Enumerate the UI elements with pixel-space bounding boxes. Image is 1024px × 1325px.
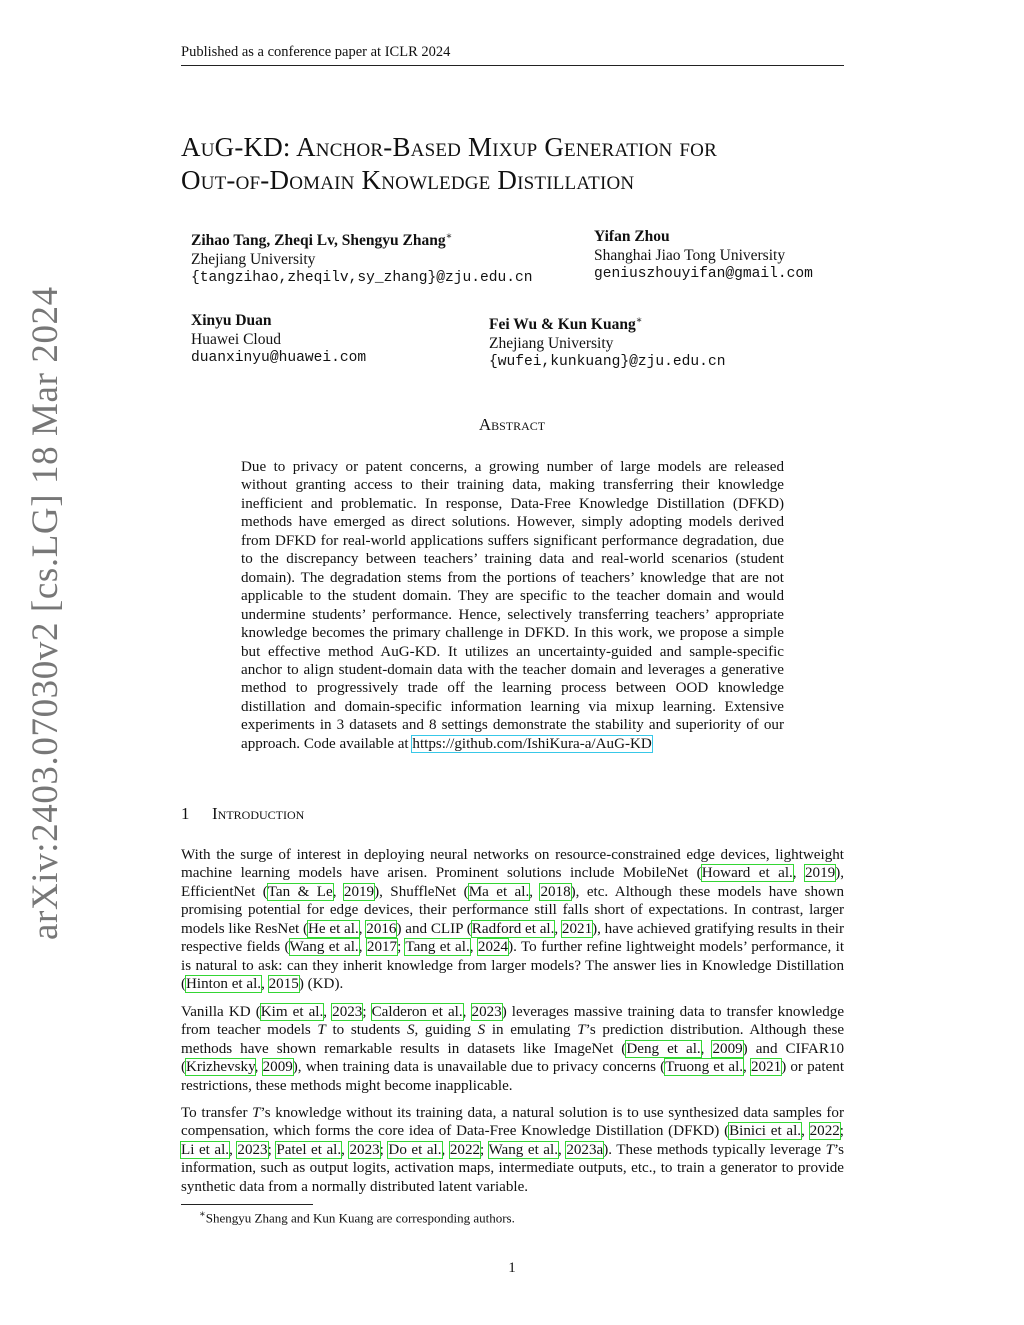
arxiv-sidebar-stamp: arXiv:2403.07030v2 [cs.LG] 18 Mar 2024 bbox=[25, 286, 66, 940]
citation-link[interactable]: 2023a bbox=[566, 1141, 604, 1158]
title-line-1: AuG-KD: Anchor-Based Mixup Generation for bbox=[181, 132, 717, 162]
abstract-body bbox=[241, 458, 784, 753]
citation-link[interactable]: Deng et al. bbox=[626, 1040, 701, 1057]
author-block-4: Fei Wu & Kun Kuang∗ Zhejiang University {wufei,kunkuang}@zju.edu.cn bbox=[489, 315, 726, 371]
author-email[interactable]: {tangzihao,zheqilv,sy_zhang}@zju.edu.cn bbox=[191, 270, 533, 287]
author-block-1: Zihao Tang, Zheqi Lv, Shengyu Zhang∗ Zhejiang University {tangzihao,zheqilv,sy_zhang}@zju.edu.cn bbox=[191, 231, 533, 287]
author-block-3 bbox=[191, 312, 366, 368]
section-number: 1 bbox=[181, 804, 190, 823]
section-heading bbox=[181, 804, 304, 824]
citation-link[interactable]: Tan & Le bbox=[267, 883, 333, 900]
citation-link[interactable]: 2019 bbox=[343, 883, 375, 900]
citation-link[interactable]: 2017 bbox=[366, 939, 398, 956]
citation-link[interactable]: 2024 bbox=[477, 939, 509, 956]
citation-link[interactable]: Hinton et al. bbox=[186, 976, 262, 993]
citation-link[interactable]: Wang et al. bbox=[488, 1141, 558, 1158]
author-affiliation: Zhejiang University bbox=[191, 250, 316, 268]
author-email[interactable]: duanxinyu@huawei.com bbox=[191, 350, 367, 366]
citation-link[interactable]: Binici et al. bbox=[729, 1123, 802, 1140]
author-name: Zihao Tang, Zheqi Lv, Shengyu Zhang bbox=[191, 232, 446, 250]
citation-link[interactable]: 2009 bbox=[262, 1059, 293, 1076]
page-number: 1 bbox=[508, 1260, 516, 1276]
citation-link[interactable]: He et al. bbox=[308, 920, 359, 937]
citation-link[interactable]: Patel et al. bbox=[276, 1141, 342, 1158]
paper-title bbox=[181, 131, 881, 197]
citation-link[interactable]: Tang et al. bbox=[405, 939, 470, 956]
author-affiliation: Shanghai Jiao Tong University bbox=[594, 246, 786, 264]
citation-link[interactable]: Do et al. bbox=[388, 1141, 442, 1158]
citation-link[interactable]: 2023 bbox=[349, 1141, 380, 1158]
citation-link[interactable]: 2021 bbox=[751, 1059, 782, 1076]
intro-paragraph-2: Vanilla KD (Kim et al., 2023; Calderon et al., 2023) leverages massive training data to transfer knowledge from teacher models T to students S, guiding S in emulating T’s prediction distribution. Although these methods have shown remarkable results in datasets like ImageNet (Deng et al., 2009) and CIFAR10 (Krizhevsky, 2009), when training data is unavailable due to privacy concerns (Truong et al., 2021) or patent restrictions, these methods might become inapplicable. bbox=[181, 1004, 845, 1094]
citation-link[interactable]: 2018 bbox=[540, 883, 571, 900]
running-header: Published as a conference paper at ICLR 2024 bbox=[181, 44, 844, 66]
citation-link[interactable]: 2023 bbox=[237, 1141, 268, 1158]
citation-link[interactable]: Li et al. bbox=[181, 1141, 230, 1158]
footnote-text: Shengyu Zhang and Kun Kuang are corresponding authors. bbox=[205, 1210, 515, 1226]
intro-paragraph-1: With the surge of interest in deploying neural networks on resource-constrained edge devices, lightweight machine learning models have arisen. Prominent solutions include MobileNet (Howard et al., 2019), EfficientNet (Tan & Le, 2019), ShuffleNet (Ma et al., 2018), etc. Although these models have shown promising potential for edge devices, their performance still falls short of expectations. In contrast, larger models like ResNet (He et al., 2016) and CLIP (Radford et al., 2021), have achieved gratifying results in their respective fields (Wang et al., 2017; Tang et al., 2024). To further refine lightweight models’ performance, it is natural to ask: can they inherit knowledge from larger models? The answer lies in Knowledge Distillation (Hinton et al., 2015) (KD). bbox=[181, 847, 845, 993]
abstract-text: Due to privacy or patent concerns, a growing number of large models are released without granting access to their training data, making transferring their knowledge inefficient and problematic. In response, Data-Free Knowledge Distillation (DFKD) methods have emerged as direct solutions. However, simply adopting models derived from DFKD for real-world applications suffers significant performance degradation, due to the discrepancy between teachers’ training data and real-world scenarios (student domain). The degradation stems from the portions of teachers’ knowledge that are not applicable to the student domain. They are specific to the teacher domain and would undermine students’ performance. Hence, selectively transferring teachers’ appropriate knowledge becomes the primary challenge in DFKD. In this work, we propose a simple but effective method AuG-KD. It utilizes an uncertainty-guided and sample-specific anchor to align student-domain data with the teacher domain and leverages a generative method to progressively trade off the learning process between OOD knowledge distillation and domain-specific information learning via mixup learning. Extensive experiments in 3 datasets and 8 settings demonstrate the stability and superiority of our approach. Code available at bbox=[241, 459, 784, 752]
author-name: Fei Wu & Kun Kuang bbox=[489, 316, 636, 334]
abstract-heading: Abstract bbox=[478, 415, 546, 434]
author-affiliation: Zhejiang University bbox=[489, 334, 614, 352]
author-block-2 bbox=[594, 228, 813, 284]
author-name: Xinyu Duan bbox=[191, 312, 272, 329]
code-link[interactable]: https://github.com/IshiKura-a/AuG-KD bbox=[412, 735, 652, 752]
citation-link[interactable]: Kim et al. bbox=[260, 1004, 324, 1020]
author-affiliation: Huawei Cloud bbox=[191, 330, 281, 348]
footnote: ∗Shengyu Zhang and Kun Kuang are corresponding authors. bbox=[199, 1209, 515, 1226]
author-email[interactable]: geniuszhouyifan@gmail.com bbox=[594, 266, 813, 282]
citation-link[interactable]: Truong et al. bbox=[665, 1059, 744, 1076]
citation-link[interactable]: Ma et al. bbox=[468, 883, 530, 900]
citation-link[interactable]: 2016 bbox=[366, 920, 397, 937]
citation-link[interactable]: 2022 bbox=[449, 1141, 481, 1158]
title-line-2: Out-of-Domain Knowledge Distillation bbox=[181, 165, 635, 195]
citation-link[interactable]: Radford et al. bbox=[471, 920, 555, 937]
author-email[interactable]: {wufei,kunkuang}@zju.edu.cn bbox=[489, 354, 726, 371]
citation-link[interactable]: Howard et al. bbox=[701, 865, 793, 882]
citation-link[interactable]: 2021 bbox=[561, 920, 593, 937]
author-name: Yifan Zhou bbox=[594, 228, 670, 245]
citation-link[interactable]: 2022 bbox=[809, 1123, 840, 1140]
citation-link[interactable]: 2009 bbox=[712, 1040, 743, 1057]
citation-link[interactable]: 2023 bbox=[471, 1004, 502, 1020]
citation-link[interactable]: 2015 bbox=[268, 976, 299, 993]
citation-link[interactable]: Calderon et al. bbox=[371, 1004, 463, 1020]
citation-link[interactable]: Wang et al. bbox=[289, 939, 359, 956]
citation-link[interactable]: 2023 bbox=[332, 1004, 363, 1020]
section-title: Introduction bbox=[212, 804, 305, 823]
intro-paragraph-3: To transfer T’s knowledge without its training data, a natural solution is to use synthesized data samples for compensation, which forms the core idea of Data-Free Knowledge Distillation (DFKD) (Binici et al., 2022; Li et al., 2023; Patel et al., 2023; Do et al., 2022; Wang et al., 2023a). These methods typically leverage T’s information, such as output logits, activation maps, intermediate outputs, etc., to train a generator to provide synthetic data from a normally distributed latent variable. bbox=[181, 1105, 845, 1195]
citation-link[interactable]: Krizhevsky bbox=[186, 1059, 255, 1076]
footnote-rule bbox=[181, 1204, 313, 1205]
citation-link[interactable]: 2019 bbox=[805, 865, 836, 882]
